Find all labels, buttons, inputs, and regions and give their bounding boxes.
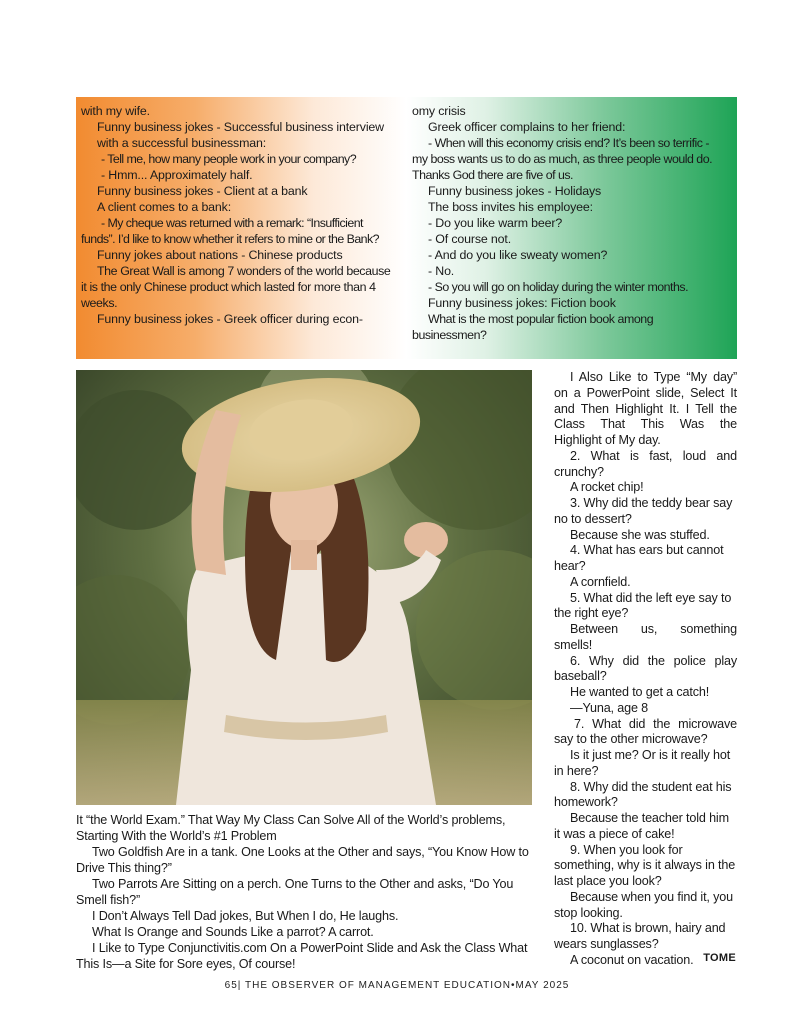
text-line: Between us, something smells! xyxy=(554,622,737,652)
text-line: 6. Why did the police play baseball? xyxy=(554,653,737,684)
text-line: Funny business jokes: Fiction book xyxy=(428,296,616,310)
text-line: omy crisis xyxy=(412,104,466,118)
text-line: 3. Why did the teddy bear say no to dessert? xyxy=(554,496,733,526)
banner-right-column xyxy=(412,103,722,343)
text-line: 5. What did the left eye say to the right eye? xyxy=(554,590,732,621)
author-byline: TOME xyxy=(703,952,736,964)
text-line: 8. Why did the student eat his homework? xyxy=(554,779,732,810)
text-line: 4. What has ears but cannot hear? xyxy=(554,543,724,573)
text-line: Funny business jokes - Greek officer during econ- xyxy=(97,312,363,326)
text-line: A coconut on vacation. xyxy=(570,952,694,967)
text-line: A client comes to a bank: xyxy=(97,200,231,214)
text-line: What is the most popular fiction book among businessmen? xyxy=(412,312,654,342)
text-line: Is it just me? Or is it really hot in here? xyxy=(554,748,731,778)
text-line: - No. xyxy=(428,264,455,278)
text-line: Greek officer complains to her friend: xyxy=(428,120,626,134)
body-right-column xyxy=(554,370,737,969)
issue-date: MAY 2025 xyxy=(515,980,570,991)
text-line: I Like to Type Conjunctivitis.com On a PowerPoint Slide and Ask the Class What This Is—a Site for Sore eyes, Of course! xyxy=(76,941,528,971)
text-line: 10. What is brown, hairy and wears sunglasses? xyxy=(554,921,726,951)
text-line: A cornfield. xyxy=(570,574,631,589)
text-line: 9. When you look for something, why is it always in the last place you look? xyxy=(554,842,736,888)
text-line: A rocket chip! xyxy=(570,480,644,495)
text-line: Funny business jokes - Successful business interview with a successful businessman: xyxy=(97,120,384,150)
text-line: Funny business jokes - Client at a bank xyxy=(97,184,308,198)
text-line: - And do you like sweaty women? xyxy=(428,248,608,262)
text-line: It “the World Exam.” That Way My Class Can Solve All of the World’s problems, Starting With the World’s #1 Problem xyxy=(76,813,506,843)
text-line: The Great Wall is among 7 wonders of the world because it is the only Chinese product which lasted for more than 4 weeks. xyxy=(81,264,391,310)
woman-in-sunhat-photo xyxy=(76,370,532,805)
text-line: - So you will go on holiday during the winter months. xyxy=(428,280,689,294)
text-line: I Also Like to Type “My day” on a PowerPoint slide, Select It and Then Highlight It. I Tell the Class That This Was the Highlight of My day. xyxy=(554,370,737,447)
text-line: with my wife. xyxy=(81,104,150,118)
text-line: - Do you like warm beer? xyxy=(428,216,563,230)
text-line: 2. What is fast, loud and crunchy? xyxy=(554,448,737,479)
page-number: 65 xyxy=(224,980,238,991)
text-line: 7. What did the microwave say to the other microwave? xyxy=(554,716,737,747)
text-line: Funny jokes about nations - Chinese products xyxy=(97,248,343,262)
text-line: Two Parrots Are Sitting on a perch. One Turns to the Other and asks, “Do You Smell fish?” xyxy=(76,877,514,907)
text-line: I Don’t Always Tell Dad jokes, But When I do, He laughs. xyxy=(92,909,399,923)
text-line: - Hmm... Approximately half. xyxy=(101,168,253,182)
text-line: Because she was stuffed. xyxy=(570,527,710,542)
body-left-column xyxy=(76,812,546,972)
text-line: What Is Orange and Sounds Like a parrot? A carrot. xyxy=(92,925,374,939)
banner-left-column xyxy=(81,103,394,327)
page-footer xyxy=(0,980,794,991)
text-line: The boss invites his employee: xyxy=(428,200,593,214)
text-line: He wanted to get a catch! xyxy=(570,685,710,699)
text-line: - My cheque was returned with a remark: “Insufficient funds”. I’d like to know whether it refers to mine or the Bank? xyxy=(81,216,379,246)
publication-name: THE OBSERVER OF MANAGEMENT EDUCATION xyxy=(245,980,512,991)
text-line: —Yuna, age 8 xyxy=(570,700,649,715)
text-line: Because when you find it, you stop looking. xyxy=(554,889,733,920)
text-line: - Of course not. xyxy=(428,232,511,246)
text-line: Because the teacher told him it was a piece of cake! xyxy=(554,811,729,841)
text-line: Funny business jokes - Holidays xyxy=(428,184,602,198)
text-line: - When will this economy crisis end? It’s been so terrific - my boss wants us to do as much, as three people would do. Thanks God there are five of us. xyxy=(412,136,713,182)
footer-separator: | xyxy=(237,980,242,991)
text-line: Two Goldfish Are in a tank. One Looks at the Other and says, “You Know How to Drive This thing?” xyxy=(76,845,529,875)
text-line: - Tell me, how many people work in your company? xyxy=(101,152,357,166)
footer-dot: • xyxy=(511,980,516,991)
